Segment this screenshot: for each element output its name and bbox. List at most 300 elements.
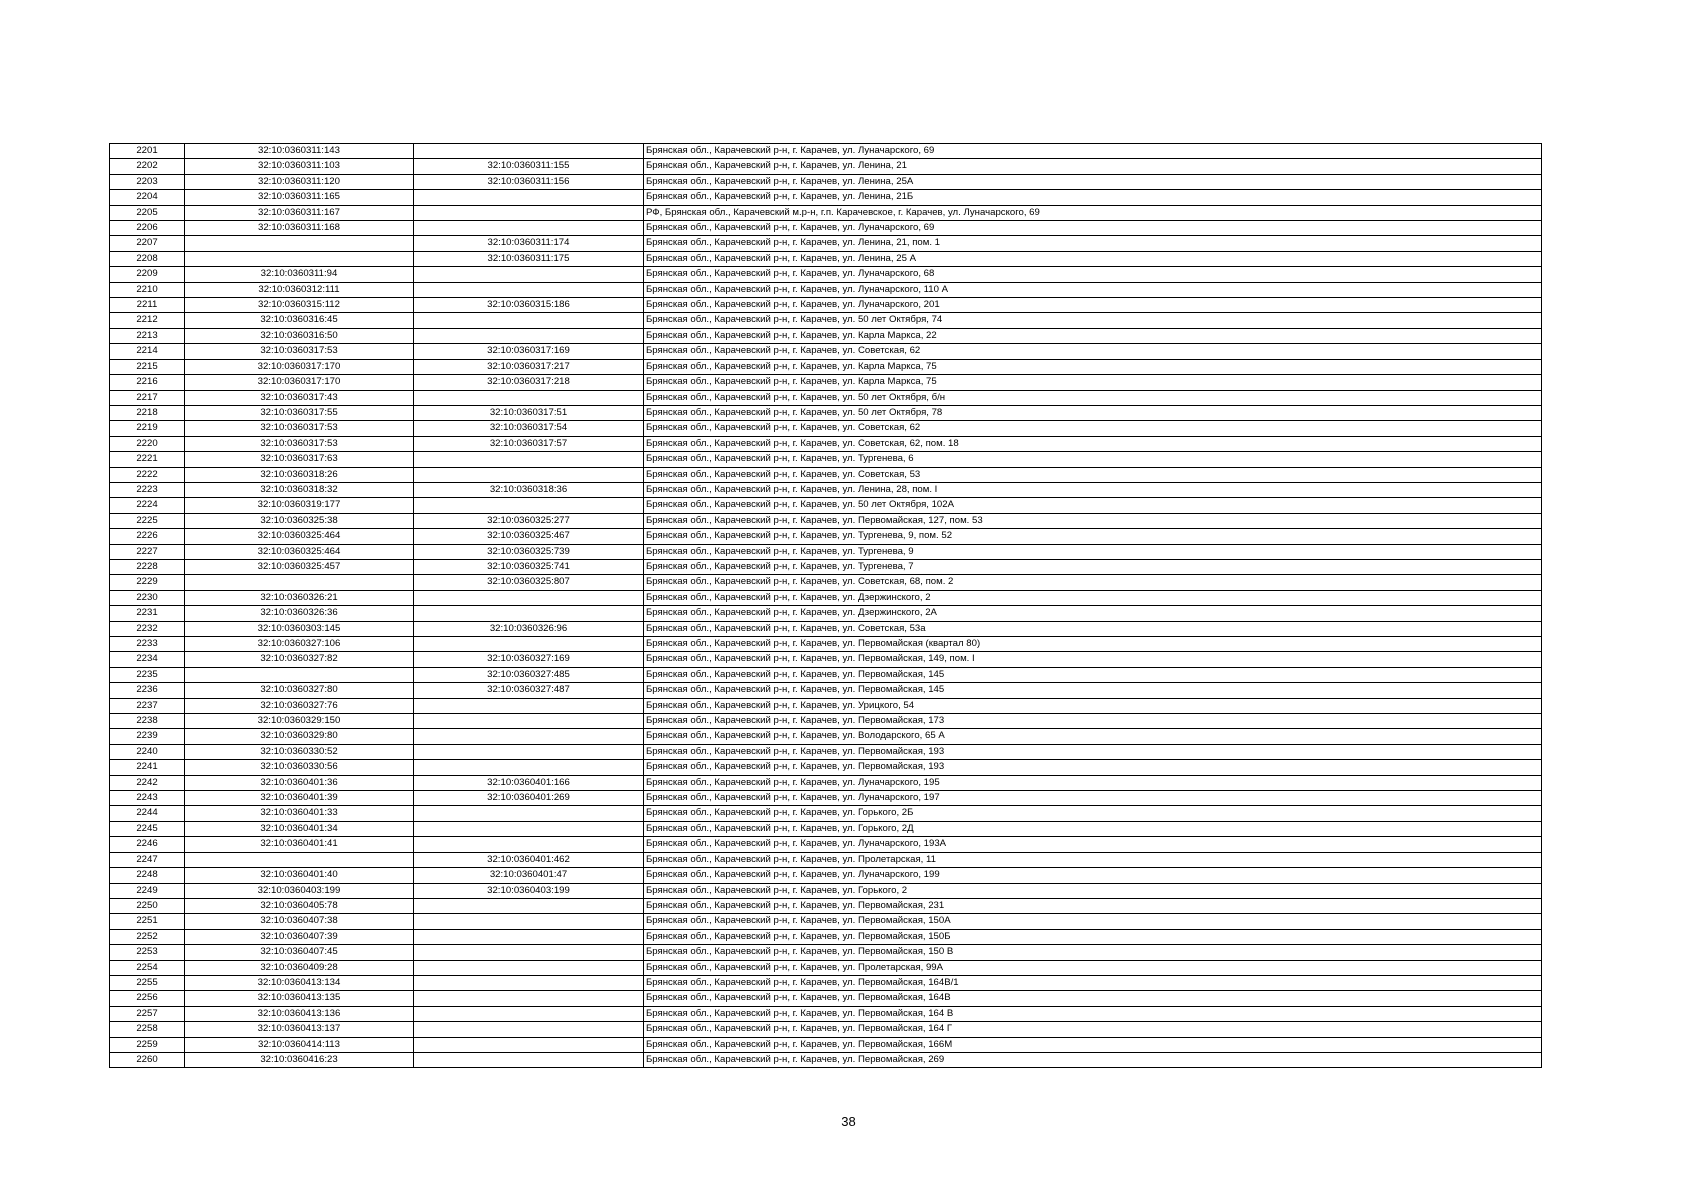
table-row <box>110 282 1542 297</box>
cadastral-number-cell: 32:10:0360311:103 <box>185 159 414 174</box>
table-row <box>110 421 1542 436</box>
related-cadastral-number-cell: 32:10:0360326:96 <box>414 621 644 636</box>
table-row <box>110 159 1542 174</box>
related-cadastral-number-cell <box>414 590 644 605</box>
related-cadastral-number-cell <box>414 467 644 482</box>
address-cell: Брянская обл., Карачевский р-н, г. Карачев, ул. Ленина, 25А <box>644 174 1542 189</box>
cadastral-number-cell: 32:10:0360403:199 <box>185 883 414 898</box>
address-cell: Брянская обл., Карачевский р-н, г. Карачев, ул. Первомайская, 166М <box>644 1037 1542 1052</box>
cadastral-number-cell: 32:10:0360327:82 <box>185 652 414 667</box>
address-cell: Брянская обл., Карачевский р-н, г. Карачев, ул. Ленина, 25 А <box>644 251 1542 266</box>
table-row <box>110 729 1542 744</box>
related-cadastral-number-cell <box>414 806 644 821</box>
address-cell: Брянская обл., Карачевский р-н, г. Карачев, ул. Урицкого, 54 <box>644 698 1542 713</box>
related-cadastral-number-cell: 32:10:0360317:51 <box>414 405 644 420</box>
related-cadastral-number-cell <box>414 729 644 744</box>
row-number-cell: 2257 <box>110 1006 185 1021</box>
table-row <box>110 313 1542 328</box>
table-row <box>110 205 1542 220</box>
row-number-cell: 2221 <box>110 452 185 467</box>
row-number-cell: 2233 <box>110 637 185 652</box>
table-row <box>110 714 1542 729</box>
table-row <box>110 359 1542 374</box>
row-number-cell: 2250 <box>110 898 185 913</box>
table-row <box>110 775 1542 790</box>
cadastral-number-cell: 32:10:0360326:21 <box>185 590 414 605</box>
cadastral-number-cell: 32:10:0360311:143 <box>185 144 414 159</box>
cadastral-number-cell: 32:10:0360318:26 <box>185 467 414 482</box>
table-row <box>110 375 1542 390</box>
table-row <box>110 1037 1542 1052</box>
row-number-cell: 2239 <box>110 729 185 744</box>
cadastral-number-cell: 32:10:0360317:63 <box>185 452 414 467</box>
related-cadastral-number-cell <box>414 898 644 913</box>
registry-table-body <box>110 144 1542 1068</box>
row-number-cell: 2210 <box>110 282 185 297</box>
related-cadastral-number-cell <box>414 960 644 975</box>
table-row <box>110 498 1542 513</box>
registry-table <box>109 143 1542 1068</box>
address-cell: Брянская обл., Карачевский р-н, г. Карачев, ул. Первомайская, 145 <box>644 683 1542 698</box>
related-cadastral-number-cell: 32:10:0360403:199 <box>414 883 644 898</box>
related-cadastral-number-cell <box>414 144 644 159</box>
row-number-cell: 2254 <box>110 960 185 975</box>
row-number-cell: 2260 <box>110 1052 185 1067</box>
row-number-cell: 2211 <box>110 298 185 313</box>
table-row <box>110 190 1542 205</box>
related-cadastral-number-cell: 32:10:0360325:467 <box>414 529 644 544</box>
cadastral-number-cell: 32:10:0360318:32 <box>185 482 414 497</box>
address-cell: Брянская обл., Карачевский р-н, г. Карачев, ул. Первомайская, 193 <box>644 744 1542 759</box>
row-number-cell: 2218 <box>110 405 185 420</box>
cadastral-number-cell: 32:10:0360413:136 <box>185 1006 414 1021</box>
address-cell: Брянская обл., Карачевский р-н, г. Карачев, ул. Первомайская, 173 <box>644 714 1542 729</box>
related-cadastral-number-cell <box>414 1006 644 1021</box>
related-cadastral-number-cell: 32:10:0360311:155 <box>414 159 644 174</box>
cadastral-number-cell: 32:10:0360317:170 <box>185 359 414 374</box>
address-cell: Брянская обл., Карачевский р-н, г. Карачев, ул. Первомайская, 150Б <box>644 929 1542 944</box>
related-cadastral-number-cell <box>414 914 644 929</box>
related-cadastral-number-cell: 32:10:0360401:462 <box>414 852 644 867</box>
address-cell: Брянская обл., Карачевский р-н, г. Карачев, ул. Ленина, 21 <box>644 159 1542 174</box>
cadastral-number-cell <box>185 251 414 266</box>
address-cell: Брянская обл., Карачевский р-н, г. Карачев, ул. Первомайская, 150 В <box>644 945 1542 960</box>
address-cell: Брянская обл., Карачевский р-н, г. Карачев, ул. Луначарского, 193А <box>644 837 1542 852</box>
address-cell: РФ, Брянская обл., Карачевский м.р-н, г.п. Карачевское, г. Карачев, ул. Луначарского, 69 <box>644 205 1542 220</box>
table-row <box>110 883 1542 898</box>
table-row <box>110 960 1542 975</box>
address-cell: Брянская обл., Карачевский р-н, г. Карачев, ул. Советская, 62, пом. 18 <box>644 436 1542 451</box>
cadastral-number-cell: 32:10:0360414:113 <box>185 1037 414 1052</box>
row-number-cell: 2241 <box>110 760 185 775</box>
cadastral-number-cell: 32:10:0360325:457 <box>185 559 414 574</box>
row-number-cell: 2223 <box>110 482 185 497</box>
row-number-cell: 2208 <box>110 251 185 266</box>
address-cell: Брянская обл., Карачевский р-н, г. Карачев, ул. Советская, 62 <box>644 421 1542 436</box>
cadastral-number-cell: 32:10:0360311:165 <box>185 190 414 205</box>
related-cadastral-number-cell: 32:10:0360317:54 <box>414 421 644 436</box>
row-number-cell: 2222 <box>110 467 185 482</box>
related-cadastral-number-cell: 32:10:0360401:269 <box>414 791 644 806</box>
related-cadastral-number-cell <box>414 452 644 467</box>
related-cadastral-number-cell: 32:10:0360325:741 <box>414 559 644 574</box>
table-row <box>110 760 1542 775</box>
table-row <box>110 683 1542 698</box>
address-cell: Брянская обл., Карачевский р-н, г. Карачев, ул. Первомайская, 164 В <box>644 1006 1542 1021</box>
cadastral-number-cell: 32:10:0360327:106 <box>185 637 414 652</box>
address-cell: Брянская обл., Карачевский р-н, г. Карачев, ул. Ленина, 21Б <box>644 190 1542 205</box>
address-cell: Брянская обл., Карачевский р-н, г. Карачев, ул. 50 лет Октября, б/н <box>644 390 1542 405</box>
table-row <box>110 698 1542 713</box>
cadastral-number-cell <box>185 667 414 682</box>
related-cadastral-number-cell <box>414 328 644 343</box>
address-cell: Брянская обл., Карачевский р-н, г. Карачев, ул. Луначарского, 197 <box>644 791 1542 806</box>
row-number-cell: 2205 <box>110 205 185 220</box>
related-cadastral-number-cell: 32:10:0360327:169 <box>414 652 644 667</box>
related-cadastral-number-cell: 32:10:0360401:166 <box>414 775 644 790</box>
table-row <box>110 1006 1542 1021</box>
row-number-cell: 2247 <box>110 852 185 867</box>
address-cell: Брянская обл., Карачевский р-н, г. Карачев, ул. Карла Маркса, 75 <box>644 359 1542 374</box>
address-cell: Брянская обл., Карачевский р-н, г. Карачев, ул. Первомайская, 231 <box>644 898 1542 913</box>
table-row <box>110 914 1542 929</box>
cadastral-number-cell: 32:10:0360317:53 <box>185 344 414 359</box>
cadastral-number-cell: 32:10:0360317:53 <box>185 421 414 436</box>
table-row <box>110 529 1542 544</box>
address-cell: Брянская обл., Карачевский р-н, г. Карачев, ул. Володарского, 65 А <box>644 729 1542 744</box>
cadastral-number-cell: 32:10:0360416:23 <box>185 1052 414 1067</box>
table-row <box>110 806 1542 821</box>
address-cell: Брянская обл., Карачевский р-н, г. Карачев, ул. Горького, 2Д <box>644 821 1542 836</box>
cadastral-number-cell: 32:10:0360317:43 <box>185 390 414 405</box>
cadastral-number-cell: 32:10:0360401:36 <box>185 775 414 790</box>
row-number-cell: 2206 <box>110 221 185 236</box>
row-number-cell: 2256 <box>110 991 185 1006</box>
address-cell: Брянская обл., Карачевский р-н, г. Карачев, ул. Первомайская, 164В/1 <box>644 975 1542 990</box>
row-number-cell: 2217 <box>110 390 185 405</box>
cadastral-number-cell: 32:10:0360409:28 <box>185 960 414 975</box>
address-cell: Брянская обл., Карачевский р-н, г. Карачев, ул. Дзержинского, 2 <box>644 590 1542 605</box>
table-row <box>110 236 1542 251</box>
address-cell: Брянская обл., Карачевский р-н, г. Карачев, ул. Луначарского, 68 <box>644 267 1542 282</box>
cadastral-number-cell: 32:10:0360405:78 <box>185 898 414 913</box>
address-cell: Брянская обл., Карачевский р-н, г. Карачев, ул. Первомайская, 150А <box>644 914 1542 929</box>
related-cadastral-number-cell: 32:10:0360317:57 <box>414 436 644 451</box>
table-row <box>110 975 1542 990</box>
cadastral-number-cell: 32:10:0360311:94 <box>185 267 414 282</box>
address-cell: Брянская обл., Карачевский р-н, г. Карачев, ул. 50 лет Октября, 74 <box>644 313 1542 328</box>
row-number-cell: 2251 <box>110 914 185 929</box>
cadastral-number-cell <box>185 236 414 251</box>
related-cadastral-number-cell <box>414 714 644 729</box>
row-number-cell: 2203 <box>110 174 185 189</box>
related-cadastral-number-cell <box>414 190 644 205</box>
table-row <box>110 328 1542 343</box>
table-row <box>110 637 1542 652</box>
related-cadastral-number-cell <box>414 498 644 513</box>
row-number-cell: 2240 <box>110 744 185 759</box>
related-cadastral-number-cell: 32:10:0360317:218 <box>414 375 644 390</box>
table-row <box>110 590 1542 605</box>
table-row <box>110 744 1542 759</box>
row-number-cell: 2237 <box>110 698 185 713</box>
cadastral-number-cell: 32:10:0360315:112 <box>185 298 414 313</box>
table-row <box>110 452 1542 467</box>
address-cell: Брянская обл., Карачевский р-н, г. Карачев, ул. Первомайская, 164В <box>644 991 1542 1006</box>
cadastral-number-cell: 32:10:0360330:52 <box>185 744 414 759</box>
table-row <box>110 837 1542 852</box>
row-number-cell: 2243 <box>110 791 185 806</box>
related-cadastral-number-cell <box>414 744 644 759</box>
cadastral-number-cell <box>185 575 414 590</box>
related-cadastral-number-cell <box>414 760 644 775</box>
address-cell: Брянская обл., Карачевский р-н, г. Карачев, ул. Первомайская (квартал 80) <box>644 637 1542 652</box>
table-row <box>110 898 1542 913</box>
table-row <box>110 621 1542 636</box>
table-row <box>110 544 1542 559</box>
row-number-cell: 2238 <box>110 714 185 729</box>
related-cadastral-number-cell: 32:10:0360325:739 <box>414 544 644 559</box>
address-cell: Брянская обл., Карачевский р-н, г. Карачев, ул. Луначарского, 69 <box>644 221 1542 236</box>
address-cell: Брянская обл., Карачевский р-н, г. Карачев, ул. Первомайская, 145 <box>644 667 1542 682</box>
related-cadastral-number-cell: 32:10:0360311:175 <box>414 251 644 266</box>
row-number-cell: 2236 <box>110 683 185 698</box>
address-cell: Брянская обл., Карачевский р-н, г. Карачев, ул. Пролетарская, 11 <box>644 852 1542 867</box>
address-cell: Брянская обл., Карачевский р-н, г. Карачев, ул. Горького, 2Б <box>644 806 1542 821</box>
address-cell: Брянская обл., Карачевский р-н, г. Карачев, ул. Советская, 53а <box>644 621 1542 636</box>
address-cell: Брянская обл., Карачевский р-н, г. Карачев, ул. Советская, 53 <box>644 467 1542 482</box>
page-number: 38 <box>841 1114 856 1129</box>
row-number-cell: 2201 <box>110 144 185 159</box>
related-cadastral-number-cell <box>414 698 644 713</box>
address-cell: Брянская обл., Карачевский р-н, г. Карачев, ул. Луначарского, 195 <box>644 775 1542 790</box>
row-number-cell: 2220 <box>110 436 185 451</box>
table-row <box>110 467 1542 482</box>
table-row <box>110 559 1542 574</box>
row-number-cell: 2202 <box>110 159 185 174</box>
row-number-cell: 2207 <box>110 236 185 251</box>
cadastral-number-cell: 32:10:0360413:135 <box>185 991 414 1006</box>
address-cell: Брянская обл., Карачевский р-н, г. Карачев, ул. Тургенева, 7 <box>644 559 1542 574</box>
address-cell: Брянская обл., Карачевский р-н, г. Карачев, ул. Тургенева, 6 <box>644 452 1542 467</box>
cadastral-number-cell: 32:10:0360325:464 <box>185 544 414 559</box>
related-cadastral-number-cell: 32:10:0360401:47 <box>414 868 644 883</box>
related-cadastral-number-cell <box>414 221 644 236</box>
row-number-cell: 2228 <box>110 559 185 574</box>
address-cell: Брянская обл., Карачевский р-н, г. Карачев, ул. Первомайская, 269 <box>644 1052 1542 1067</box>
address-cell: Брянская обл., Карачевский р-н, г. Карачев, ул. Пролетарская, 99А <box>644 960 1542 975</box>
cadastral-number-cell: 32:10:0360317:55 <box>185 405 414 420</box>
row-number-cell: 2242 <box>110 775 185 790</box>
related-cadastral-number-cell <box>414 637 644 652</box>
address-cell: Брянская обл., Карачевский р-н, г. Карачев, ул. Дзержинского, 2А <box>644 606 1542 621</box>
table-row <box>110 991 1542 1006</box>
table-row <box>110 298 1542 313</box>
cadastral-number-cell: 32:10:0360327:80 <box>185 683 414 698</box>
address-cell: Брянская обл., Карачевский р-н, г. Карачев, ул. Ленина, 28, пом. I <box>644 482 1542 497</box>
related-cadastral-number-cell: 32:10:0360327:485 <box>414 667 644 682</box>
cadastral-number-cell: 32:10:0360326:36 <box>185 606 414 621</box>
address-cell: Брянская обл., Карачевский р-н, г. Карачев, ул. Горького, 2 <box>644 883 1542 898</box>
related-cadastral-number-cell <box>414 313 644 328</box>
address-cell: Брянская обл., Карачевский р-н, г. Карачев, ул. Луначарского, 69 <box>644 144 1542 159</box>
cadastral-number-cell: 32:10:0360407:39 <box>185 929 414 944</box>
table-row <box>110 390 1542 405</box>
row-number-cell: 2253 <box>110 945 185 960</box>
related-cadastral-number-cell <box>414 267 644 282</box>
address-cell: Брянская обл., Карачевский р-н, г. Карачев, ул. Луначарского, 199 <box>644 868 1542 883</box>
related-cadastral-number-cell: 32:10:0360315:186 <box>414 298 644 313</box>
row-number-cell: 2232 <box>110 621 185 636</box>
related-cadastral-number-cell: 32:10:0360327:487 <box>414 683 644 698</box>
table-row <box>110 606 1542 621</box>
table-row <box>110 251 1542 266</box>
related-cadastral-number-cell <box>414 390 644 405</box>
cadastral-number-cell: 32:10:0360311:120 <box>185 174 414 189</box>
address-cell: Брянская обл., Карачевский р-н, г. Карачев, ул. Тургенева, 9 <box>644 544 1542 559</box>
related-cadastral-number-cell: 32:10:0360325:277 <box>414 513 644 528</box>
related-cadastral-number-cell <box>414 837 644 852</box>
row-number-cell: 2229 <box>110 575 185 590</box>
table-row <box>110 1052 1542 1067</box>
cadastral-number-cell: 32:10:0360325:38 <box>185 513 414 528</box>
row-number-cell: 2216 <box>110 375 185 390</box>
row-number-cell: 2255 <box>110 975 185 990</box>
address-cell: Брянская обл., Карачевский р-н, г. Карачев, ул. Первомайская, 193 <box>644 760 1542 775</box>
related-cadastral-number-cell: 32:10:0360317:169 <box>414 344 644 359</box>
cadastral-number-cell: 32:10:0360330:56 <box>185 760 414 775</box>
cadastral-number-cell: 32:10:0360329:80 <box>185 729 414 744</box>
table-row <box>110 652 1542 667</box>
table-row <box>110 791 1542 806</box>
row-number-cell: 2258 <box>110 1022 185 1037</box>
table-row <box>110 344 1542 359</box>
row-number-cell: 2204 <box>110 190 185 205</box>
row-number-cell: 2234 <box>110 652 185 667</box>
table-row <box>110 267 1542 282</box>
related-cadastral-number-cell: 32:10:0360325:807 <box>414 575 644 590</box>
address-cell: Брянская обл., Карачевский р-н, г. Карачев, ул. Луначарского, 110 А <box>644 282 1542 297</box>
cadastral-number-cell: 32:10:0360312:111 <box>185 282 414 297</box>
row-number-cell: 2214 <box>110 344 185 359</box>
table-row <box>110 821 1542 836</box>
row-number-cell: 2249 <box>110 883 185 898</box>
cadastral-number-cell: 32:10:0360401:33 <box>185 806 414 821</box>
row-number-cell: 2259 <box>110 1037 185 1052</box>
related-cadastral-number-cell <box>414 945 644 960</box>
cadastral-number-cell: 32:10:0360317:53 <box>185 436 414 451</box>
related-cadastral-number-cell <box>414 991 644 1006</box>
related-cadastral-number-cell: 32:10:0360318:36 <box>414 482 644 497</box>
cadastral-number-cell: 32:10:0360401:40 <box>185 868 414 883</box>
table-row <box>110 405 1542 420</box>
row-number-cell: 2245 <box>110 821 185 836</box>
cadastral-number-cell: 32:10:0360319:177 <box>185 498 414 513</box>
row-number-cell: 2225 <box>110 513 185 528</box>
row-number-cell: 2219 <box>110 421 185 436</box>
row-number-cell: 2230 <box>110 590 185 605</box>
table-row <box>110 436 1542 451</box>
table-row <box>110 1022 1542 1037</box>
table-row <box>110 667 1542 682</box>
related-cadastral-number-cell <box>414 975 644 990</box>
address-cell: Брянская обл., Карачевский р-н, г. Карачев, ул. Карла Маркса, 22 <box>644 328 1542 343</box>
related-cadastral-number-cell <box>414 1022 644 1037</box>
table-row <box>110 575 1542 590</box>
related-cadastral-number-cell <box>414 1037 644 1052</box>
cadastral-number-cell: 32:10:0360401:34 <box>185 821 414 836</box>
cadastral-number-cell: 32:10:0360311:167 <box>185 205 414 220</box>
table-row <box>110 221 1542 236</box>
table-row <box>110 174 1542 189</box>
related-cadastral-number-cell: 32:10:0360311:156 <box>414 174 644 189</box>
row-number-cell: 2244 <box>110 806 185 821</box>
address-cell: Брянская обл., Карачевский р-н, г. Карачев, ул. Карла Маркса, 75 <box>644 375 1542 390</box>
cadastral-number-cell: 32:10:0360401:39 <box>185 791 414 806</box>
address-cell: Брянская обл., Карачевский р-н, г. Карачев, ул. 50 лет Октября, 102А <box>644 498 1542 513</box>
table-row <box>110 868 1542 883</box>
related-cadastral-number-cell <box>414 205 644 220</box>
cadastral-number-cell: 32:10:0360329:150 <box>185 714 414 729</box>
row-number-cell: 2224 <box>110 498 185 513</box>
table-row <box>110 482 1542 497</box>
row-number-cell: 2252 <box>110 929 185 944</box>
address-cell: Брянская обл., Карачевский р-н, г. Карачев, ул. Первомайская, 149, пом. I <box>644 652 1542 667</box>
address-cell: Брянская обл., Карачевский р-н, г. Карачев, ул. Ленина, 21, пом. 1 <box>644 236 1542 251</box>
cadastral-number-cell: 32:10:0360311:168 <box>185 221 414 236</box>
cadastral-number-cell: 32:10:0360407:45 <box>185 945 414 960</box>
related-cadastral-number-cell <box>414 821 644 836</box>
cadastral-number-cell: 32:10:0360407:38 <box>185 914 414 929</box>
related-cadastral-number-cell: 32:10:0360317:217 <box>414 359 644 374</box>
table-row <box>110 852 1542 867</box>
cadastral-number-cell: 32:10:0360327:76 <box>185 698 414 713</box>
address-cell: Брянская обл., Карачевский р-н, г. Карачев, ул. Тургенева, 9, пом. 52 <box>644 529 1542 544</box>
address-cell: Брянская обл., Карачевский р-н, г. Карачев, ул. 50 лет Октября, 78 <box>644 405 1542 420</box>
table-row <box>110 144 1542 159</box>
table-row <box>110 945 1542 960</box>
cadastral-number-cell: 32:10:0360401:41 <box>185 837 414 852</box>
cadastral-number-cell: 32:10:0360317:170 <box>185 375 414 390</box>
row-number-cell: 2246 <box>110 837 185 852</box>
address-cell: Брянская обл., Карачевский р-н, г. Карачев, ул. Луначарского, 201 <box>644 298 1542 313</box>
table-row <box>110 929 1542 944</box>
row-number-cell: 2213 <box>110 328 185 343</box>
row-number-cell: 2235 <box>110 667 185 682</box>
cadastral-number-cell: 32:10:0360325:464 <box>185 529 414 544</box>
table-row <box>110 513 1542 528</box>
address-cell: Брянская обл., Карачевский р-н, г. Карачев, ул. Советская, 68, пом. 2 <box>644 575 1542 590</box>
row-number-cell: 2209 <box>110 267 185 282</box>
row-number-cell: 2212 <box>110 313 185 328</box>
address-cell: Брянская обл., Карачевский р-н, г. Карачев, ул. Первомайская, 164 Г <box>644 1022 1542 1037</box>
cadastral-number-cell: 32:10:0360316:50 <box>185 328 414 343</box>
related-cadastral-number-cell <box>414 1052 644 1067</box>
related-cadastral-number-cell <box>414 282 644 297</box>
address-cell: Брянская обл., Карачевский р-н, г. Карачев, ул. Первомайская, 127, пом. 53 <box>644 513 1542 528</box>
row-number-cell: 2248 <box>110 868 185 883</box>
cadastral-number-cell: 32:10:0360413:137 <box>185 1022 414 1037</box>
cadastral-number-cell <box>185 852 414 867</box>
cadastral-number-cell: 32:10:0360413:134 <box>185 975 414 990</box>
row-number-cell: 2215 <box>110 359 185 374</box>
related-cadastral-number-cell <box>414 606 644 621</box>
cadastral-number-cell: 32:10:0360303:145 <box>185 621 414 636</box>
related-cadastral-number-cell <box>414 929 644 944</box>
related-cadastral-number-cell: 32:10:0360311:174 <box>414 236 644 251</box>
address-cell: Брянская обл., Карачевский р-н, г. Карачев, ул. Советская, 62 <box>644 344 1542 359</box>
row-number-cell: 2231 <box>110 606 185 621</box>
